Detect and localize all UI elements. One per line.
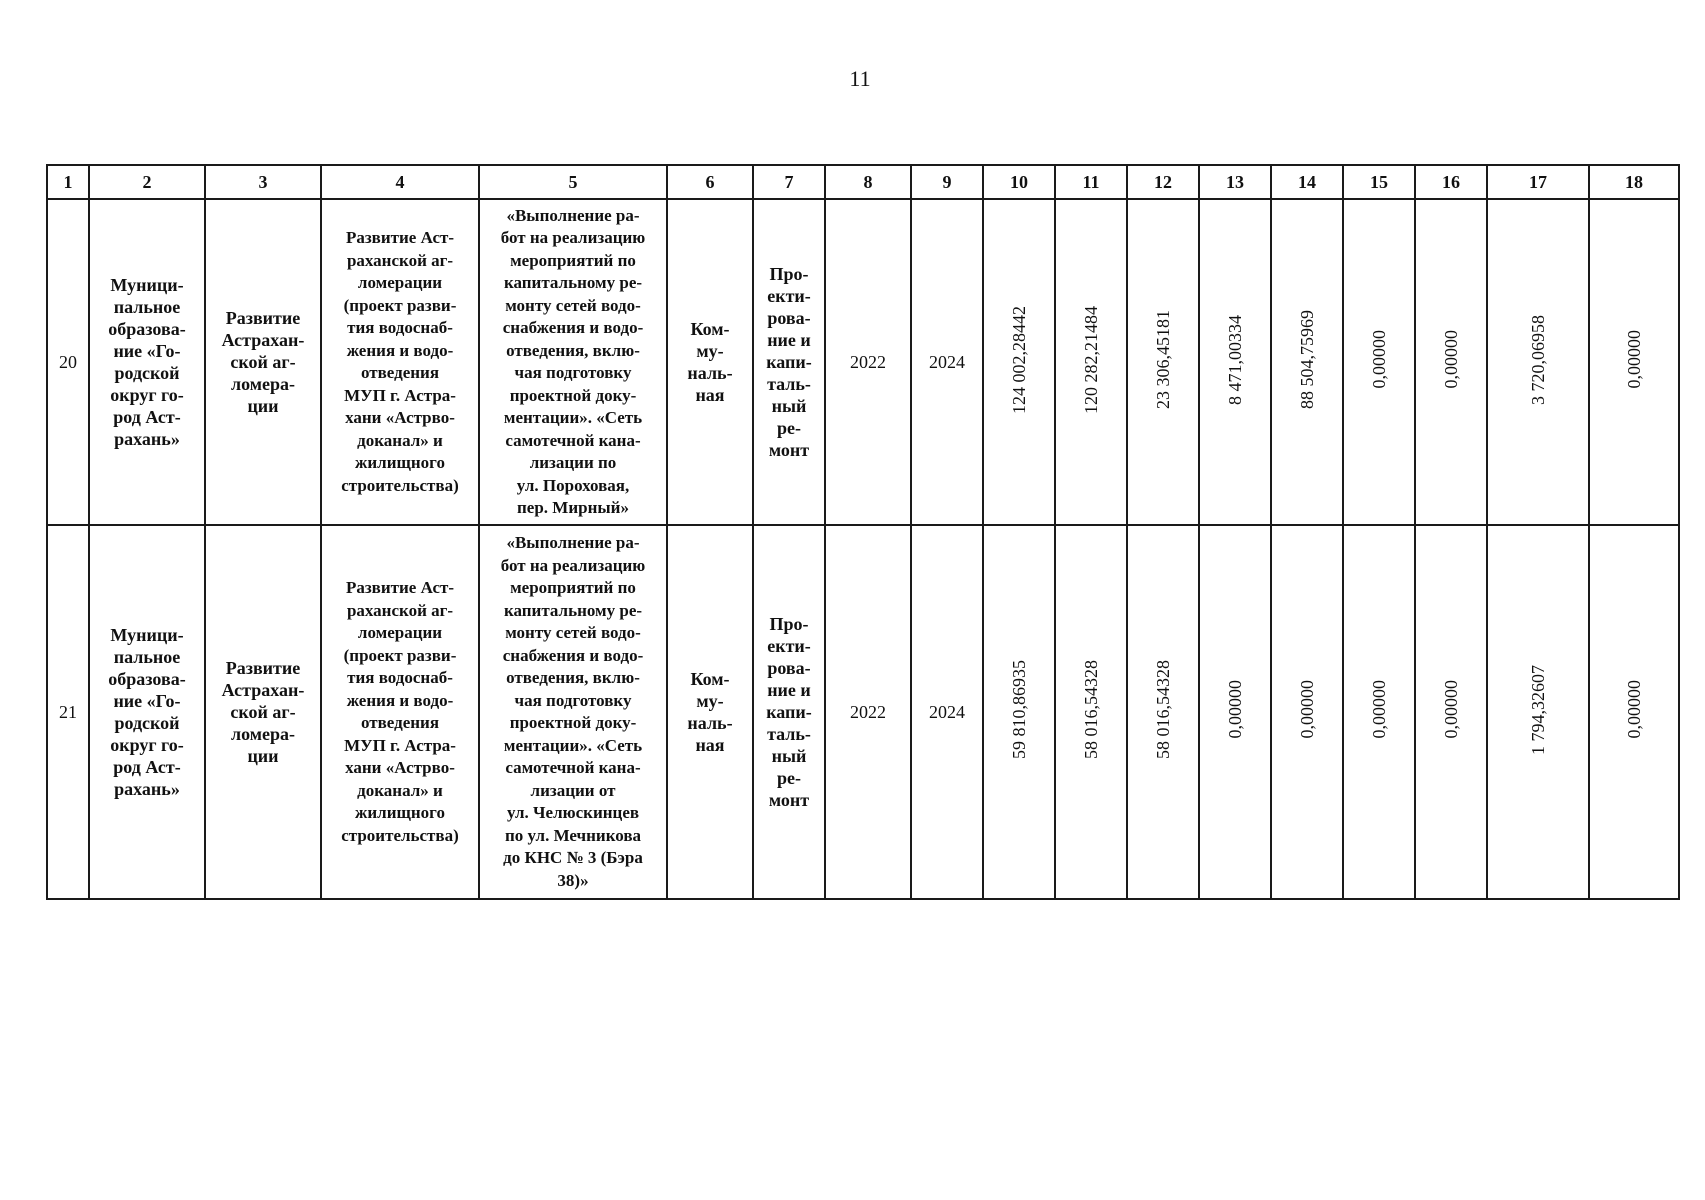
value-cell <box>1415 199 1487 525</box>
header-cell: 2 <box>89 165 205 199</box>
value-cell <box>1055 199 1127 525</box>
work-type-cell <box>753 199 825 525</box>
event-text: «Выполнение ра- бот на реализацию мероприятий по капитальному ре- монту сетей водо- снабжения и водо- отведения, вклю- чая подготовку проектной доку- ментации». «Сеть самотечной кана- лизации от ул. Челюскинцев по ул. Мечникова до КНС № 3 (Бэра 38)» <box>500 533 646 890</box>
project-text: Развитие Аст- раханской аг- ломерации (проект разви- тия водоснаб- жения и водо- отведения МУП г. Астра- хани «Астрво- доканал» и жилищного строительства) <box>341 228 459 495</box>
value-cell <box>1127 525 1199 899</box>
value-text: 88 504,75969 <box>1297 310 1317 409</box>
header-cell: 12 <box>1127 165 1199 199</box>
work-type-cell <box>753 525 825 899</box>
work-type-text: Про- екти- рова- ние и капи- таль- ный ре- монт <box>766 264 812 460</box>
value-text: 58 016,54328 <box>1081 660 1101 759</box>
header-cell: 7 <box>753 165 825 199</box>
program-cell <box>205 199 321 525</box>
end-year-text: 2024 <box>929 702 965 722</box>
value-cell <box>1415 525 1487 899</box>
event-cell <box>479 525 667 899</box>
row-number <box>47 199 89 525</box>
value-text: 8 471,00334 <box>1225 314 1245 405</box>
row-number <box>47 525 89 899</box>
value-text: 1 794,32607 <box>1528 664 1548 755</box>
event-cell <box>479 199 667 525</box>
data-table <box>46 164 1680 900</box>
program-cell <box>205 525 321 899</box>
start-year-text: 2022 <box>850 702 886 722</box>
value-cell <box>1589 525 1679 899</box>
header-cell: 17 <box>1487 165 1589 199</box>
property-text: Ком- му- наль- ная <box>687 669 733 755</box>
value-text: 3 720,06958 <box>1528 314 1548 405</box>
value-cell <box>1343 525 1415 899</box>
municipality-text: Муници- пальное образова- ние «Го- родской округ го- род Аст- рахань» <box>108 275 186 449</box>
value-text: 0,00000 <box>1225 680 1245 739</box>
project-text: Развитие Аст- раханской аг- ломерации (проект разви- тия водоснаб- жения и водо- отведения МУП г. Астра- хани «Астрво- доканал» и жилищного строительства) <box>341 578 459 845</box>
header-cell: 1 <box>47 165 89 199</box>
row-number-text: 20 <box>59 352 77 372</box>
value-cell <box>1271 199 1343 525</box>
value-cell <box>1199 525 1271 899</box>
value-text: 0,00000 <box>1369 330 1389 389</box>
program-text: Развитие Астрахан- ской аг- ломера- ции <box>221 308 305 416</box>
end-year-cell <box>911 525 983 899</box>
header-cell: 4 <box>321 165 479 199</box>
header-cell: 8 <box>825 165 911 199</box>
value-cell <box>983 199 1055 525</box>
project-cell <box>321 525 479 899</box>
value-cell <box>1589 199 1679 525</box>
start-year-cell <box>825 199 911 525</box>
program-text: Развитие Астрахан- ской аг- ломера- ции <box>221 658 305 766</box>
header-cell: 10 <box>983 165 1055 199</box>
row-number-text: 21 <box>59 702 77 722</box>
value-cell <box>1199 199 1271 525</box>
property-cell <box>667 199 753 525</box>
value-text: 58 016,54328 <box>1153 660 1173 759</box>
value-cell <box>1127 199 1199 525</box>
value-cell <box>983 525 1055 899</box>
header-row <box>47 165 1679 199</box>
value-text: 120 282,21484 <box>1081 305 1101 414</box>
header-cell: 5 <box>479 165 667 199</box>
value-text: 124 002,28442 <box>1009 305 1029 414</box>
header-cell: 16 <box>1415 165 1487 199</box>
value-text: 0,00000 <box>1441 680 1461 739</box>
project-cell <box>321 199 479 525</box>
value-cell <box>1271 525 1343 899</box>
event-text: «Выполнение ра- бот на реализацию мероприятий по капитальному ре- монту сетей водо- снабжения и водо- отведения, вклю- чая подготовку проектной доку- ментации». «Сеть самотечной кана- лизации по ул. Пороховая, пер. Мирный» <box>500 205 646 517</box>
value-text: 0,00000 <box>1441 330 1461 389</box>
value-cell <box>1343 199 1415 525</box>
municipality-cell <box>89 199 205 525</box>
value-cell <box>1487 525 1589 899</box>
header-cell: 3 <box>205 165 321 199</box>
municipality-cell <box>89 525 205 899</box>
header-cell: 6 <box>667 165 753 199</box>
value-text: 0,00000 <box>1624 680 1644 739</box>
table-row <box>47 199 1679 525</box>
end-year-text: 2024 <box>929 352 965 372</box>
municipality-text: Муници- пальное образова- ние «Го- родской округ го- род Аст- рахань» <box>108 625 186 799</box>
header-cell: 13 <box>1199 165 1271 199</box>
value-text: 23 306,45181 <box>1153 310 1173 409</box>
header-cell: 9 <box>911 165 983 199</box>
header-cell: 15 <box>1343 165 1415 199</box>
table-row <box>47 525 1679 899</box>
work-type-text: Про- екти- рова- ние и капи- таль- ный ре- монт <box>766 614 812 810</box>
property-text: Ком- му- наль- ная <box>687 319 733 405</box>
header-cell: 18 <box>1589 165 1679 199</box>
value-text: 59 810,86935 <box>1009 660 1029 759</box>
value-text: 0,00000 <box>1624 330 1644 389</box>
start-year-cell <box>825 525 911 899</box>
value-cell <box>1055 525 1127 899</box>
value-cell <box>1487 199 1589 525</box>
end-year-cell <box>911 199 983 525</box>
header-cell: 14 <box>1271 165 1343 199</box>
header-cell: 11 <box>1055 165 1127 199</box>
value-text: 0,00000 <box>1369 680 1389 739</box>
start-year-text: 2022 <box>850 352 886 372</box>
value-text: 0,00000 <box>1297 680 1317 739</box>
page-number: 11 <box>849 66 871 91</box>
property-cell <box>667 525 753 899</box>
